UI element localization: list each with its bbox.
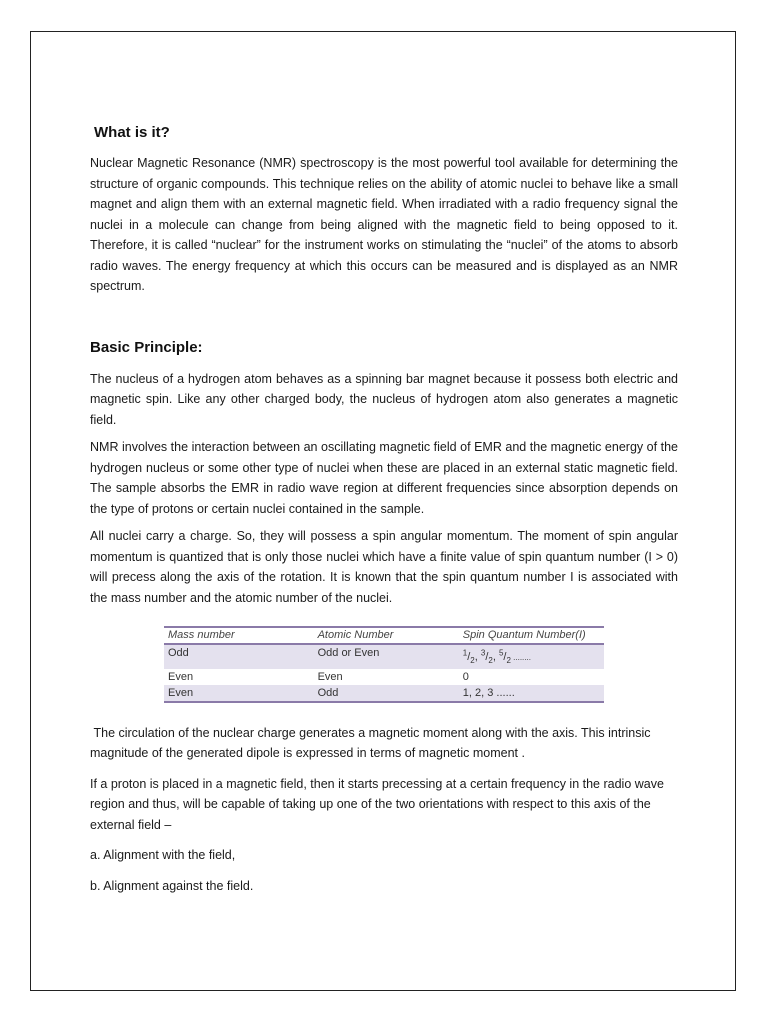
paragraph-spin-momentum: All nuclei carry a charge. So, they will possess a spin angular momentum. The moment of spin angular momentum is quantized that is only those nuclei which have a finite value of spin quantum number (I > 0) will precess along the axis of the rotation. It is known that the spin quantum number I is associated with the mass number and the atomic number of the nuclei. xyxy=(90,529,678,605)
cell-spin: 1, 2, 3 ...... xyxy=(459,685,604,702)
table-row xyxy=(164,644,604,669)
list-item-alignment-against: b. Alignment against the field. xyxy=(90,878,254,893)
header-mass-number: Mass number xyxy=(164,627,314,644)
cell-mass: Even xyxy=(164,685,314,702)
cell-spin xyxy=(459,644,604,669)
paragraph-proton-precession: If a proton is placed in a magnetic field, then it starts precessing at a certain frequency in the radio wave region and thus, will be capable of taking up one of the two orientations with respect to this axis of the external field – xyxy=(90,776,664,832)
list-item-alignment-with: a. Alignment with the field, xyxy=(90,848,236,863)
header-spin-quantum-number: Spin Quantum Number(I) xyxy=(459,627,604,644)
paragraph-nmr-interaction: NMR involves the interaction between an oscillating magnetic field of EMR and the magnetic energy of the hydrogen nucleus or some other type of nuclei when these are placed in an external static magnetic field. The sample absorbs the EMR in radio wave region at different frequencies since absorption depends on the type of protons or certain nuclei contained in the sample. xyxy=(90,440,678,516)
paragraph-magnetic-moment: The circulation of the nuclear charge generates a magnetic moment along with the axis. This intrinsic magnitude of the generated dipole is expressed in terms of magnetic moment . xyxy=(90,725,654,761)
cell-atomic: Even xyxy=(317,670,343,683)
heading-what-is-it: What is it? xyxy=(94,124,170,141)
paragraph-nmr-intro: Nuclear Magnetic Resonance (NMR) spectroscopy is the most powerful tool available for determining the structure of organic compounds. This technique relies on the ability of atomic nuclei to behave like a small magnet and align them with an external magnetic field. When irradiated with a radio frequency signal the nuclei in a molecule can change from being aligned with the magnetic field to being opposed to it. Therefore, it is called “nuclear” for the instrument works on stimulating the “nuclei” of the atoms to absorb radio waves. The energy frequency at which this occurs can be measured and is displayed as an NMR spectrum. xyxy=(90,156,678,293)
cell-mass: Odd xyxy=(164,644,314,669)
spin-quantum-table xyxy=(164,626,604,703)
cell-mass: Even xyxy=(168,670,194,683)
heading-basic-principle: Basic Principle: xyxy=(90,338,203,356)
document-body xyxy=(90,122,678,896)
spin-half-integers: $^1/_2$, $^3/_2$, $^5/_2$ ........ xyxy=(462,648,531,665)
table-row xyxy=(164,669,604,685)
cell-atomic: Odd or Even xyxy=(314,644,459,669)
spin-table-wrapper xyxy=(90,626,678,703)
table-header-row xyxy=(164,627,604,644)
paragraph-hydrogen-nucleus: The nucleus of a hydrogen atom behaves as a spinning bar magnet because it possess both electric and magnetic spin. Like any other charged body, the nucleus of hydrogen atom also generates a magnetic field. xyxy=(90,371,678,427)
table-row xyxy=(164,685,604,702)
header-atomic-number: Atomic Number xyxy=(314,627,459,644)
cell-spin: 0 xyxy=(462,670,469,683)
cell-atomic: Odd xyxy=(314,685,459,702)
